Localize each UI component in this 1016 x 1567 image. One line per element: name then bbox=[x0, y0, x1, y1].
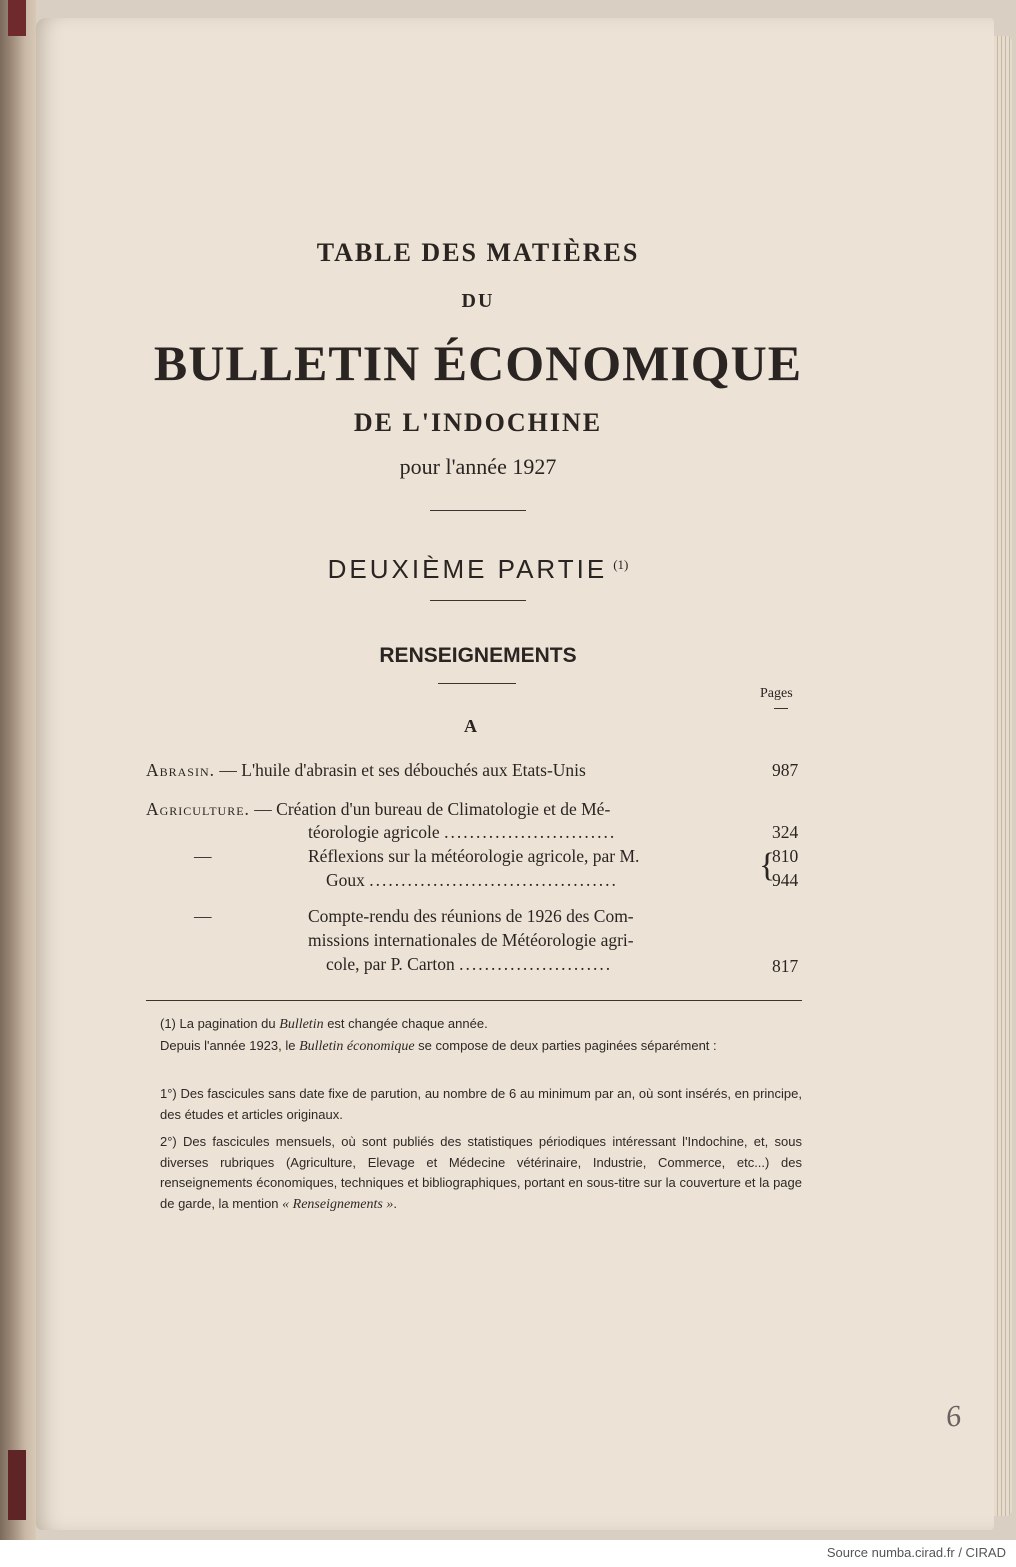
entry-reflexions-page-1: 810 bbox=[772, 846, 799, 866]
footnote-2 bbox=[160, 1036, 802, 1058]
footnote-2-text-end: se compose de deux parties paginées séparément : bbox=[414, 1038, 717, 1053]
footnote-4 bbox=[160, 1132, 802, 1215]
title-du: DU bbox=[461, 290, 495, 312]
title-de-l-indochine: DE L'INDOCHINE bbox=[353, 408, 603, 437]
entry-reflexions-page-2: 944 bbox=[772, 870, 799, 890]
entry-compte-rendu-text-3: cole, par P. Carton bbox=[326, 954, 460, 974]
entry-compte-rendu-line-3 bbox=[326, 954, 612, 975]
footnote-4-text: 2°) Des fascicules mensuels, où sont publiés des statistiques périodiques intéressant l'Indochine, et, sous diverses rubriques (Agriculture, Elevage et Médecine vétérinaire, Industrie, Commerce, etc...) des renseignements économiques, techniques et bibliographiques, portant en sous-titre sur la couverture et la page de garde, la mention bbox=[160, 1134, 802, 1211]
brace: { bbox=[759, 847, 776, 884]
divider-2 bbox=[430, 600, 526, 601]
footnote-2-italic: Bulletin économique bbox=[299, 1039, 415, 1054]
footnote-4-italic: « Renseignements » bbox=[282, 1196, 394, 1212]
title-year: pour l'année 1927 bbox=[399, 454, 557, 479]
dash-1: — bbox=[194, 846, 212, 866]
entry-abrasin-text: — L'huile d'abrasin et ses débouchés aux Etats-Unis bbox=[215, 760, 586, 780]
footnote-3: 1°) Des fascicules sans date fixe de parution, au nombre de 6 au minimum par an, où sont insérés, en principe, des études et articles originaux. bbox=[160, 1086, 802, 1122]
leader-dots: ........................ bbox=[459, 954, 613, 974]
footnote-1 bbox=[160, 1014, 802, 1036]
pencil-page-mark: 6 bbox=[943, 1399, 964, 1434]
entry-abrasin bbox=[146, 760, 586, 781]
section-heading: RENSEIGNEMENTS bbox=[379, 644, 577, 667]
entry-abrasin-head: Abrasin. bbox=[146, 760, 216, 780]
entry-agriculture-page: 324 bbox=[772, 822, 799, 842]
title-bulletin-economique: BULLETIN ÉCONOMIQUE bbox=[153, 335, 803, 391]
entry-agriculture bbox=[146, 799, 610, 820]
entry-compte-rendu-line-2: missions internationales de Météorologie agri- bbox=[308, 930, 634, 950]
footnote-1-italic: Bulletin bbox=[279, 1017, 324, 1032]
footnote-rule bbox=[146, 1000, 802, 1001]
leader-dots: ........................... bbox=[444, 822, 617, 842]
spine-ribbon-top bbox=[8, 0, 26, 36]
part-heading bbox=[150, 554, 806, 585]
part-label: DEUXIÈME PARTIE bbox=[327, 554, 608, 584]
pages-column-header: Pages bbox=[760, 686, 793, 701]
entry-agriculture-line-2 bbox=[308, 822, 616, 843]
pages-underline bbox=[774, 708, 788, 709]
entry-abrasin-page: 987 bbox=[772, 760, 799, 780]
spine-ribbon-bottom bbox=[8, 1450, 26, 1520]
divider-3 bbox=[438, 683, 516, 684]
book-spine bbox=[0, 0, 36, 1540]
footnote-2-text: Depuis l'année 1923, le bbox=[160, 1038, 300, 1053]
entry-compte-rendu-line-1: Compte-rendu des réunions de 1926 des Com- bbox=[308, 906, 634, 926]
entry-reflexions-text-2: Goux bbox=[326, 870, 370, 890]
part-footnote-ref: (1) bbox=[613, 557, 629, 572]
dash-2: — bbox=[194, 906, 212, 926]
footnote-4-text-end: . bbox=[393, 1195, 397, 1211]
leader-dots: ....................................... bbox=[369, 870, 618, 890]
entry-agriculture-text-2: téorologie agricole bbox=[308, 822, 445, 842]
entry-agriculture-head: Agriculture. bbox=[146, 799, 250, 819]
entry-reflexions-line-2 bbox=[326, 870, 618, 891]
entry-compte-rendu-page: 817 bbox=[772, 956, 799, 976]
letter-heading-a: A bbox=[464, 716, 477, 736]
footnote-1-text: (1) La pagination du bbox=[160, 1016, 280, 1031]
source-credit: Source numba.cirad.fr / CIRAD bbox=[826, 1545, 1006, 1560]
entry-reflexions-line-1: Réflexions sur la météorologie agricole, par M. bbox=[308, 846, 640, 866]
footnote-1-text-end: est changée chaque année. bbox=[323, 1016, 488, 1031]
title-table-des-matieres: TABLE DES MATIÈRES bbox=[316, 238, 640, 267]
entry-agriculture-text-1: — Création d'un bureau de Climatologie et de Mé- bbox=[249, 799, 611, 819]
divider-1 bbox=[430, 510, 526, 511]
